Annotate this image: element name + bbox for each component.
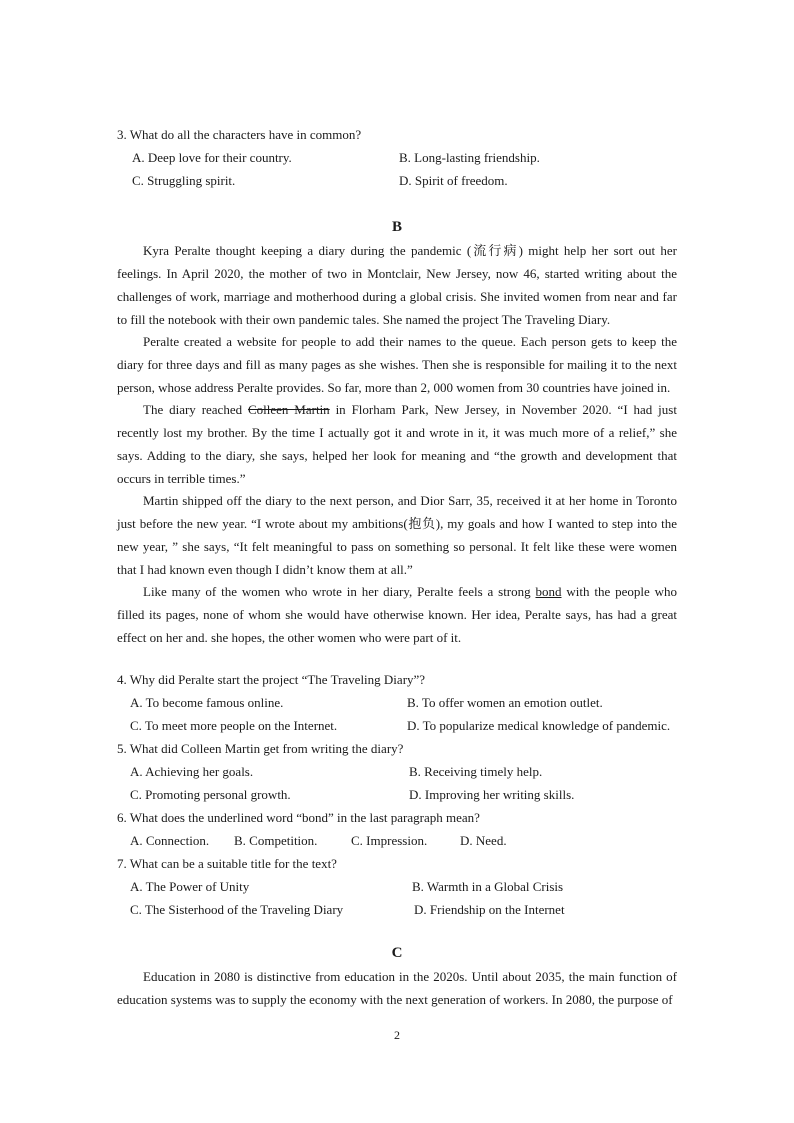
paragraph-text: Kyra Peralte thought keeping a diary during the pandemic (流行病) might help her sort out her feelings. In April 2020, the mother of two in Montclair, New Jersey, now 46, started writing about the challenges of work, marriage and motherhood during a global crisis. She invited women from near and far to fill the notebook with their own pandemic tales. She named the project The Traveling Diary.	[117, 243, 677, 327]
q4-stem: 4. Why did Peralte start the project “The Traveling Diary”?	[117, 672, 426, 687]
q7-option-d: D. Friendship on the Internet	[414, 902, 565, 917]
q4-option-b: B. To offer women an emotion outlet.	[407, 695, 603, 710]
q5-option-b: B. Receiving timely help.	[409, 764, 543, 779]
section-b-heading: B	[391, 219, 402, 235]
struck-name: Colleen Martin	[247, 402, 330, 417]
section-c-heading: C	[391, 945, 403, 961]
q6-stem: 6. What does the underlined word “bond” in the last paragraph mean?	[117, 810, 480, 825]
section-b-paragraph-4	[117, 489, 677, 581]
q4-option-a: A. To become famous online.	[130, 695, 284, 710]
q5-option-c: C. Promoting personal growth.	[130, 787, 291, 802]
paragraph-text: The diary reached	[143, 402, 248, 417]
q7-option-c: C. The Sisterhood of the Traveling Diary	[130, 902, 344, 917]
q5-option-d: D. Improving her writing skills.	[409, 787, 575, 802]
section-b-paragraph-1	[117, 239, 677, 331]
q7-stem: 7. What can be a suitable title for the text?	[117, 856, 337, 871]
q3-stem: 3. What do all the characters have in common?	[117, 127, 362, 142]
section-b-paragraph-5	[117, 580, 677, 649]
q3-option-a: A. Deep love for their country.	[132, 150, 292, 165]
q5-option-a: A. Achieving her goals.	[130, 764, 254, 779]
q6-option-c: C. Impression.	[351, 833, 428, 848]
section-b-paragraph-3	[117, 398, 677, 490]
q6-option-b: B. Competition.	[234, 833, 318, 848]
section-b-paragraph-2	[117, 330, 677, 399]
q7-option-a: A. The Power of Unity	[130, 879, 250, 894]
paragraph-text: Like many of the women who wrote in her diary, Peralte feels a strong	[143, 584, 536, 599]
paragraph-text: Peralte created a website for people to add their names to the queue. Each person gets to keep the diary for three days and fill as many pages as she wishes. Then she is responsible for mailing it to the next person, whose address Peralte provides. So far, more than 2, 000 women from 30 countries have joined in.	[117, 334, 677, 395]
paragraph-text: Martin shipped off the diary to the next person, and Dior Sarr, 35, received it at her home in Toronto just before the new year. “I wrote about my ambitions(抱负), my goals and how I wanted to step into the new year, ” she says, “It felt meaningful to pass on something so personal. It felt like these were women that I had known even though I didn’t know them at all.”	[117, 493, 677, 577]
q5-stem: 5. What did Colleen Martin get from writing the diary?	[117, 741, 404, 756]
paragraph-text: with the people who filled its pages, none of whom she would have otherwise known. Her idea, Peralte says, has had a great effect on her and. she hopes, the other women who were part of it.	[117, 584, 677, 645]
paragraph-text: Education in 2080 is distinctive from education in the 2020s. Until about 2035, the main function of education systems was to supply the economy with the next generation of workers. In 2080, the purpose of	[117, 969, 677, 1007]
page-number: 2	[394, 1028, 400, 1042]
q3-option-b: B. Long-lasting friendship.	[399, 150, 540, 165]
q3-option-c: C. Struggling spirit.	[132, 173, 236, 188]
paragraph-text: in Florham Park, New Jersey, in November 2020. “I had just recently lost my brother. By the time I actually got it and wrote in it, it was much more of a relief,” she says. Adding to the diary, she says, helped her look for meaning and “the growth and development that occurs in terrible times.”	[117, 402, 677, 486]
q6-option-a: A. Connection.	[130, 833, 210, 848]
q4-option-d: D. To popularize medical knowledge of pandemic.	[407, 718, 671, 733]
underlined-word: bond	[535, 584, 562, 599]
q4-option-c: C. To meet more people on the Internet.	[130, 718, 338, 733]
section-c-paragraph-1	[117, 965, 677, 1011]
q6-option-d: D. Need.	[460, 833, 507, 848]
q7-option-b: B. Warmth in a Global Crisis	[412, 879, 564, 894]
q3-option-d: D. Spirit of freedom.	[399, 173, 508, 188]
